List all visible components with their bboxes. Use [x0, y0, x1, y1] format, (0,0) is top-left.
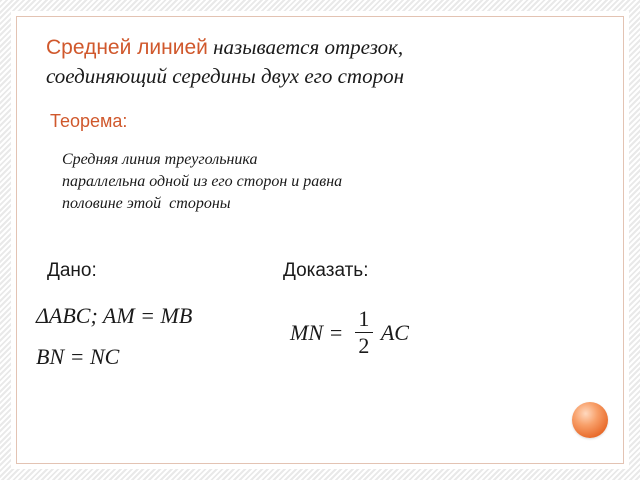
given-label: Дано:	[47, 260, 97, 281]
theorem-text	[62, 149, 532, 215]
given-formula-1: ΔABC; AM = MB	[36, 303, 193, 328]
definition-line2: соединяющий середины двух его сторон	[46, 64, 405, 88]
theorem-line: половине этой стороны	[62, 195, 231, 212]
fraction-numerator: 1	[358, 306, 370, 331]
theorem-line: параллельна одной из его сторон и равна	[62, 173, 343, 190]
definition-text	[46, 33, 606, 91]
theorem-line: Средняя линия треугольника	[62, 151, 258, 168]
prove-lhs: MN =	[290, 319, 349, 345]
decorative-orb-icon	[572, 402, 608, 438]
given-formula-2: BN = NC	[36, 344, 120, 369]
fraction-denominator: 2	[358, 333, 370, 358]
prove-label: Доказать:	[283, 260, 369, 281]
definition-rest: называется отрезок,	[207, 35, 404, 59]
prove-rhs: AC	[380, 319, 409, 345]
theorem-label: Теорема:	[50, 111, 128, 131]
definition-term: Средней линией	[46, 36, 208, 59]
prove-formula	[290, 306, 409, 359]
fraction	[355, 306, 373, 359]
